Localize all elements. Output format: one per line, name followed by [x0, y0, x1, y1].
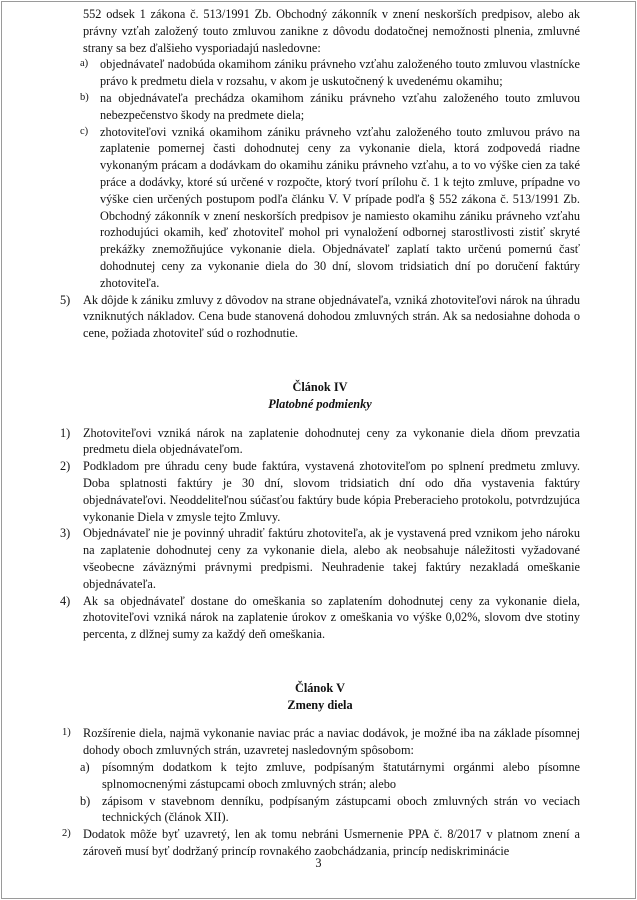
item-text: objednávateľ nadobúda okamihom zániku právneho vzťahu založeného touto zmluvou vlastnícke právo k predmetu diela v rozsahu, v akom je uskutočnený k uvedenému okamihu; [100, 57, 580, 89]
clause-text: Podkladom pre úhradu ceny bude faktúra, vystavená zhotoviteľom po splnení predmetu zmluvy. Doba splatnosti faktúry je 30 dní, slovom tridsiatich dní odo dňa vystavenia faktúry objednávateľovi. Neoddeliteľnou súčasťou faktúry bude kópia Preberacieho protokolu, potvrdzujúca vykonanie Diela v zmysle tejto Zmluvy. [83, 459, 580, 524]
clause-number: 2) [60, 459, 71, 474]
item-text: na objednávateľa prechádza okamihom zániku právneho vzťahu založeného touto zmluvou nebezpečenstvo škody na predmete diela; [100, 90, 580, 122]
item-text: zápisom v stavebnom denníku, podpísaným zástupcami oboch zmluvných strán vo veciach technických (článok XII). [102, 793, 580, 825]
intro-item-c [60, 124, 580, 292]
article-5-clause-2 [60, 826, 580, 860]
clause-text: Zhotoviteľovi vzniká nárok na zaplatenie dohodnutej ceny za vykonanie diela dňom prevzatia predmetu diela objednávateľom. [83, 425, 580, 457]
intro-item-b [60, 90, 580, 124]
clause-number: 1) [62, 727, 71, 739]
clause-text: Ak dôjde k zániku zmluvy z dôvodov na strane objednávateľa, vzniká zhotoviteľovi nárok na úhradu vzniknutých nákladov. Cena bude stanovená dohodou zmluvných strán. Ak sa nedosiahne dohoda o cene, požiada zhotoviteľ súd o rozhodnutie. [83, 292, 580, 341]
clause-5 [60, 292, 580, 342]
article-4-clause-4 [60, 593, 580, 643]
item-label: b) [80, 793, 91, 808]
article-4-title: Článok IV [292, 379, 348, 394]
item-label: b) [80, 91, 89, 103]
article-4-clause-3 [60, 525, 580, 592]
item-label: a) [80, 58, 89, 70]
article-5-item-a [60, 759, 580, 793]
item-label: a) [80, 760, 90, 775]
intro-item-a [60, 56, 580, 90]
article-5-subtitle: Zmeny diela [287, 697, 353, 712]
article-5-clause-1 [60, 725, 580, 759]
item-label: c) [80, 125, 89, 137]
article-5-title: Článok V [294, 680, 345, 695]
clause-text: Objednávateľ nie je povinný uhradiť faktúru zhotoviteľa, ak je vystavená pred vznikom jeho nároku na zaplatenie dohodnutej ceny za vykonanie diela, alebo ak neobsahuje náležitosti vyžadované všeobecne záväznými právnymi predpismi. Neuhradenie takej faktúry nezakladá omeškanie objednávateľa. [83, 526, 580, 591]
intro-paragraph: 552 odsek 1 zákona č. 513/1991 Zb. Obchodný zákonník v znení neskorších predpisov, alebo ak právny vzťah založený touto zmluvou zanikne z dôvodu dodatočnej nemožnosti plnenia, zmluvné strany sa bez ďalšieho vysporiadajú nasledovne: [83, 7, 580, 55]
document-page [60, 6, 580, 860]
clause-number: 4) [60, 593, 71, 608]
item-text: písomným dodatkom k tejto zmluve, podpísaným štatutárnymi orgánmi alebo písomne splnomocnenými zástupcami oboch zmluvných strán; alebo [102, 760, 580, 791]
clause-text: Ak sa objednávateľ dostane do omeškania so zaplatením dohodnutej ceny za vykonanie diela, zhotoviteľovi vzniká nárok na zaplatenie úrokov z omeškania vo výške 0,02%, slovom dve stotiny percenta, z dlžnej sumy za každý deň omeškania. [83, 593, 580, 642]
page-number: 3 [315, 856, 322, 870]
article-5-item-b [60, 793, 580, 827]
clause-number: 1) [60, 425, 71, 440]
clause-text: Rozšírenie diela, najmä vykonanie naviac prác a naviac dodávok, je možné iba na základe písomnej dohody oboch zmluvných strán, uzavretej nasledovným spôsobom: [83, 726, 580, 758]
item-text: zhotoviteľovi vzniká okamihom zániku právneho vzťahu založeného touto zmluvou právo na zaplatenie pomernej časti dohodnutej ceny za vykonanie diela, ktorá zodpovedá riadne vykonaným prácam a dodávkam do okamihu zániku právneho vzťahu, a to vo výške cien za také práce a dodávky, ktoré sú určené v rozpočte, ktorý tvorí prílohu č. 1 k tejto zmluve, prípadne vo výške cien určených postupom podľa článku V. V prípade podľa § 552 zákona č. 513/1991 Zb. Obchodný zákonník v znení neskorších predpisov je namiesto okamihu zániku právneho vzťahu rozhodujúci okamih, keď zhotoviteľ mohol pri vynaložení odbornej starostlivosti zistiť skryté prekážky znemožňujúce vykonanie diela. Objednávateľ zaplatí takto určenú pomernú časť dohodnutej ceny za vykonanie diela do 30 dní, slovom tridsiatich dní po doručení faktúry zhotoviteľa. [100, 124, 580, 290]
article-4-clause-1 [60, 425, 580, 459]
clause-text: Dodatok môže byť uzavretý, len ak tomu nebráni Usmernenie PPA č. 8/2017 v platnom znení a zároveň musí byť dodržaný princíp rovnakého zaobchádzania, princíp nediskriminácie [83, 827, 580, 859]
clause-number: 2) [62, 828, 71, 840]
clause-number: 3) [60, 526, 71, 541]
article-4-clause-2 [60, 458, 580, 525]
article-4-subtitle: Platobné podmienky [268, 396, 372, 411]
clause-number: 5) [60, 292, 71, 307]
